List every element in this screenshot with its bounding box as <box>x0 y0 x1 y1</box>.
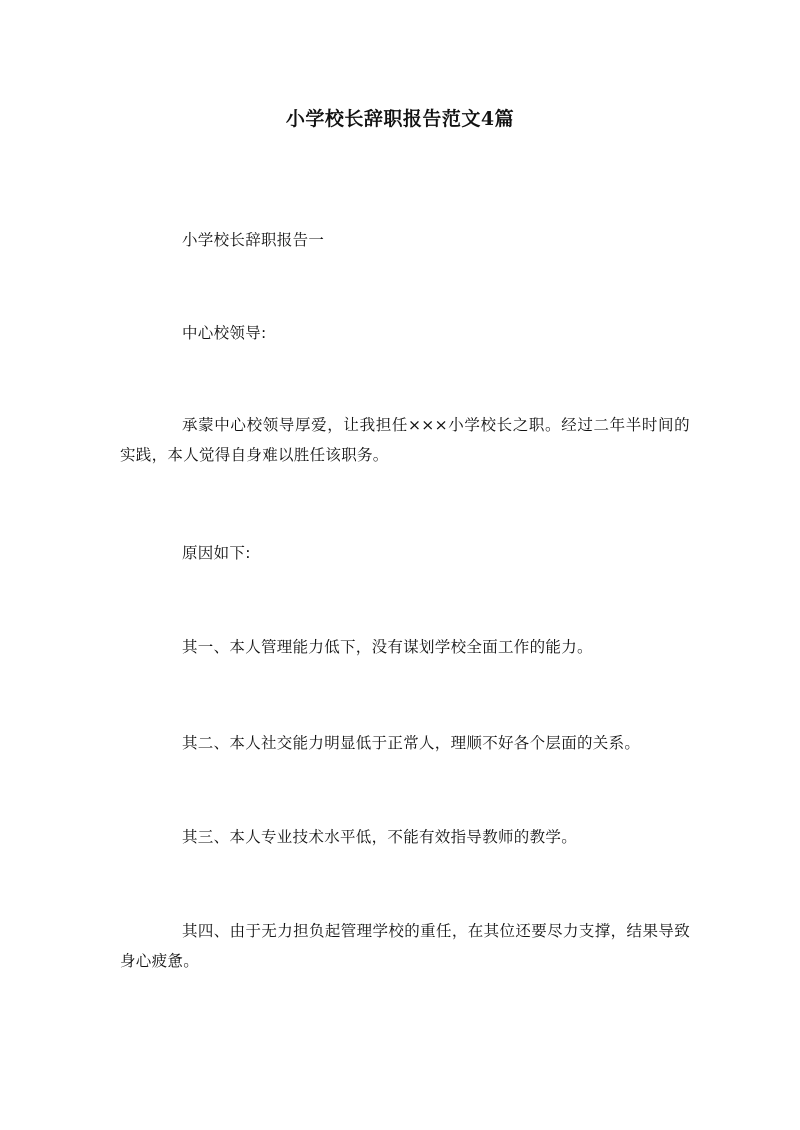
reason-item: 其三、本人专业技术水平低，不能有效指导教师的教学。 <box>182 828 578 846</box>
salutation: 中心校领导: <box>182 324 267 342</box>
body-paragraph: 原因如下: <box>182 544 251 562</box>
section-heading: 小学校长辞职报告一 <box>182 231 325 249</box>
document-title: 小学校长辞职报告范文4篇 <box>285 108 515 130</box>
reason-item: 其四、由于无力担负起管理学校的重任，在其位还要尽力支撑，结果导致身心疲惫。 <box>120 922 690 970</box>
reason-item: 其二、本人社交能力明显低于正常人，理顺不好各个层面的关系。 <box>182 734 641 752</box>
reason-item: 其一、本人管理能力低下，没有谋划学校全面工作的能力。 <box>182 638 593 656</box>
body-paragraph: 承蒙中心校领导厚爱，让我担任×××小学校长之职。经过二年半时间的实践，本人觉得自身难以胜任该职务。 <box>120 416 690 464</box>
